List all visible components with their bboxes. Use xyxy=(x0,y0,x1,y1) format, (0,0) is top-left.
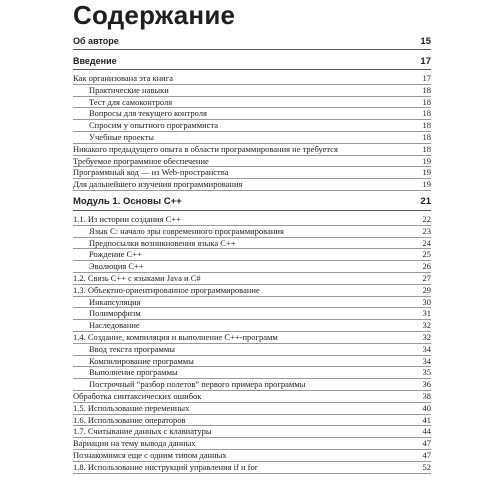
toc-entry-title: Введение xyxy=(73,56,117,66)
toc-entry[interactable] xyxy=(73,144,431,156)
toc-entry[interactable] xyxy=(73,108,431,120)
toc-entry-title: Язык C: начало эры современного программирования xyxy=(89,225,284,236)
toc-entry-page: 38 xyxy=(422,390,431,401)
toc-entry[interactable] xyxy=(73,54,431,70)
toc-entry-page: 27 xyxy=(422,272,431,283)
toc-entry[interactable] xyxy=(73,438,431,450)
toc-entry[interactable] xyxy=(73,273,431,285)
toc-entry-page: 35 xyxy=(422,367,431,378)
toc-entry-title: Обработка синтаксических ошибок xyxy=(73,390,202,401)
toc-entry-page: 25 xyxy=(422,249,431,260)
toc-entry-title: Предпосылки возникновения языка C++ xyxy=(89,237,236,248)
toc-entry-title: 1.1. Из истории создания C++ xyxy=(73,213,181,224)
toc-entry-page: 40 xyxy=(422,402,431,413)
toc-entry[interactable] xyxy=(73,320,431,332)
toc-entry[interactable] xyxy=(73,238,431,250)
toc-entry-title: Модуль 1. Основы C++ xyxy=(73,195,182,207)
toc-entry[interactable] xyxy=(73,120,431,132)
toc-entry-page: 47 xyxy=(422,449,431,460)
toc-entry-page: 22 xyxy=(422,213,431,224)
toc-entry-title: Построчный “разбор полетов” первого примера программы xyxy=(89,379,306,390)
toc-entry-page: 18 xyxy=(422,96,431,107)
toc-entry-title: 1.4. Создание, компиляция и выполнение C++-программ xyxy=(73,331,278,342)
toc-entry-title: Полиморфизм xyxy=(89,308,141,319)
toc-entry-page: 19 xyxy=(422,155,431,166)
toc-entry-page: 17 xyxy=(422,73,431,83)
toc-entry-title: Компилирование программы xyxy=(89,355,194,366)
toc-entry[interactable] xyxy=(73,415,431,427)
toc-entry-title: Наследование xyxy=(89,320,140,331)
toc-entry[interactable] xyxy=(73,179,431,191)
toc-entry-page: 18 xyxy=(422,131,431,142)
toc-entry[interactable] xyxy=(73,462,431,474)
toc-module-heading[interactable] xyxy=(73,194,431,211)
toc-entry-page: 24 xyxy=(422,237,431,248)
toc-entry-title: Для дальнейшего изучения программирования xyxy=(73,179,243,190)
toc-entry-title: Об авторе xyxy=(73,36,119,46)
toc-entry-page: 23 xyxy=(422,225,431,236)
toc-entry-page: 47 xyxy=(422,438,431,449)
toc-entry-page: 18 xyxy=(422,108,431,119)
toc-entry[interactable] xyxy=(73,367,431,379)
toc-entry[interactable] xyxy=(73,356,431,368)
toc-entry-title: 1.7. Считывание данных с клавиатуры xyxy=(73,426,212,437)
toc-entry-title: 1.2. Связь C++ с языками Java и C# xyxy=(73,272,201,283)
toc-entry-title: Требуемое программное обеспечение xyxy=(73,155,209,166)
toc-entry-page: 21 xyxy=(420,195,431,207)
toc-entry-title: Инкапсуляция xyxy=(89,296,141,307)
toc-entry-page: 29 xyxy=(422,284,431,295)
toc-entry-title: Эволюция C++ xyxy=(89,261,144,272)
toc-entry-title: Как организована эта книга xyxy=(73,73,173,83)
toc-entry[interactable] xyxy=(73,332,431,344)
toc-entry-title: Программный код — из Web-пространства xyxy=(73,167,229,178)
toc-entry-page: 31 xyxy=(422,308,431,319)
toc-entry-page: 19 xyxy=(422,167,431,178)
toc-entry-title: 1.5. Использование переменных xyxy=(73,402,190,413)
toc-entry[interactable] xyxy=(73,379,431,391)
toc-entry[interactable] xyxy=(73,391,431,403)
toc-entry[interactable] xyxy=(73,214,431,226)
toc-entry-page: 15 xyxy=(420,36,431,47)
toc-entry[interactable] xyxy=(73,167,431,179)
toc-entry[interactable] xyxy=(73,97,431,109)
toc-entry-page: 34 xyxy=(422,355,431,366)
toc-entry[interactable] xyxy=(73,450,431,462)
toc-entry-page: 18 xyxy=(422,143,431,154)
toc-entry-page: 32 xyxy=(422,331,431,342)
toc-entry-page: 34 xyxy=(422,343,431,354)
toc-entry[interactable] xyxy=(73,132,431,144)
toc-entry[interactable] xyxy=(73,156,431,168)
toc-entry-title: 1.3. Объектно-ориентированное программирование xyxy=(73,284,260,295)
toc-entry[interactable] xyxy=(73,403,431,415)
toc-entry-page: 41 xyxy=(422,414,431,425)
toc-entry-title: Вариации на тему вывода данных xyxy=(73,438,196,449)
toc-entry[interactable] xyxy=(73,285,431,297)
toc-entry[interactable] xyxy=(73,308,431,320)
toc-entry[interactable] xyxy=(73,426,431,438)
toc-entry-title: Рождение C++ xyxy=(89,249,142,260)
toc-entry[interactable] xyxy=(73,85,431,97)
toc-entry-title: Вопросы для текущего контроля xyxy=(89,108,207,119)
table-of-contents xyxy=(73,34,431,474)
toc-entry-page: 26 xyxy=(422,261,431,272)
toc-entry-title: 1.8. Использование инструкций управления if и for xyxy=(73,461,258,472)
toc-entry-page: 52 xyxy=(422,461,431,472)
toc-entry-page: 18 xyxy=(422,84,431,95)
toc-entry-title: Учебные проекты xyxy=(89,131,154,142)
toc-entry[interactable] xyxy=(73,249,431,261)
toc-entry[interactable] xyxy=(73,261,431,273)
toc-entry-title: 1.6. Использование операторов xyxy=(73,414,186,425)
toc-entry[interactable] xyxy=(73,34,431,50)
toc-entry-page: 18 xyxy=(422,120,431,131)
toc-entry[interactable] xyxy=(73,297,431,309)
page-title: Содержание xyxy=(73,0,236,30)
toc-entry-page: 32 xyxy=(422,320,431,331)
toc-entry[interactable] xyxy=(73,344,431,356)
toc-entry[interactable] xyxy=(73,73,431,85)
toc-entry-title: Никакого предыдущего опыта в области программирования не требуется xyxy=(73,143,338,154)
toc-entry-title: Ввод текста программы xyxy=(89,343,176,354)
toc-entry-title: Познакомимся еще с одним типом данных xyxy=(73,449,227,460)
toc-entry-page: 36 xyxy=(422,379,431,390)
toc-entry-title: Выполнение программы xyxy=(89,367,178,378)
toc-entry-title: Практические навыки xyxy=(89,84,169,95)
toc-entry-page: 19 xyxy=(422,179,431,190)
toc-entry-title: Тест для самоконтроля xyxy=(89,96,173,107)
toc-entry-page: 44 xyxy=(422,426,431,437)
toc-entry-title: Спросим у опытного программиста xyxy=(89,120,219,131)
toc-entry-page: 30 xyxy=(422,296,431,307)
toc-entry[interactable] xyxy=(73,226,431,238)
toc-entry-page: 17 xyxy=(420,56,431,67)
